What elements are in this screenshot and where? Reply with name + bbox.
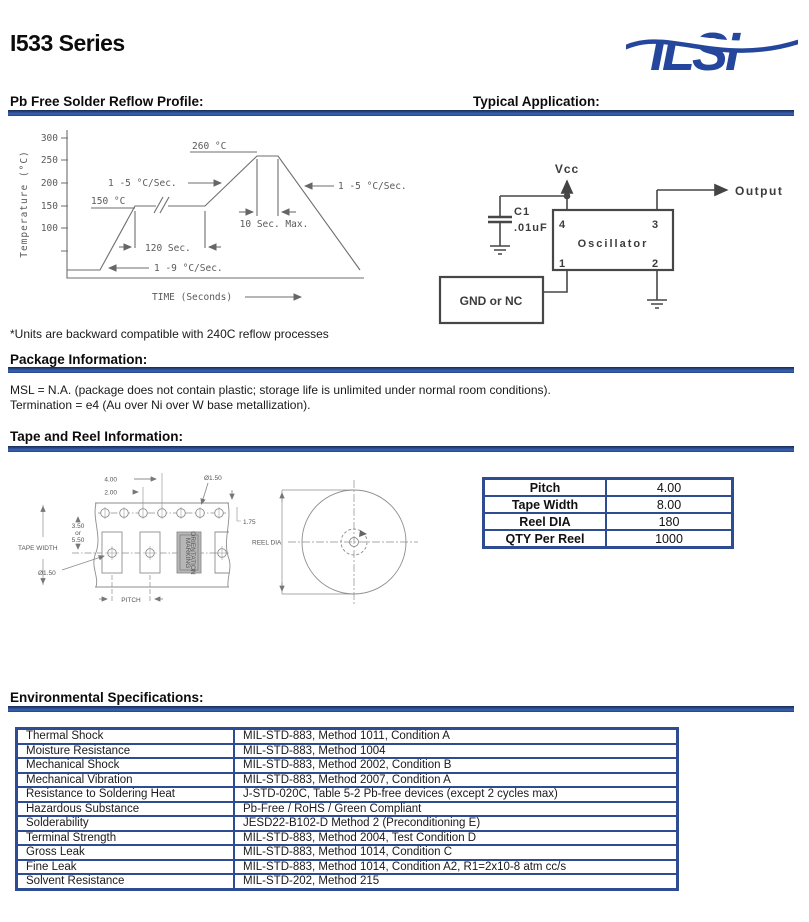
marking-orientation-line1: MARKING: [184, 537, 191, 569]
ramp2-rate-label: 1 -5 °C/Sec.: [108, 178, 177, 189]
cell-label: Solderability: [17, 816, 235, 831]
table-row: [17, 816, 678, 831]
tape-reel-drawing: [10, 462, 470, 622]
cell-label: Tape Width: [484, 496, 607, 513]
page-title: I533 Series: [10, 30, 125, 56]
cell-value: JESD22-B102-D Method 2 (Preconditioning E): [234, 816, 678, 831]
output-label: Output: [735, 184, 784, 198]
junction-dot: [564, 193, 571, 200]
table-row: [484, 530, 733, 548]
section-divider-bar: [8, 110, 794, 116]
pocket-dim-1: 3.50: [71, 523, 85, 530]
y-tick-200: 200: [40, 178, 58, 189]
table-row: [17, 773, 678, 788]
cell-label: Hazardous Substance: [17, 802, 235, 817]
section-divider-bar: [8, 446, 794, 452]
dim-2-label: 2.00: [104, 489, 117, 497]
tape-reel-table: [482, 477, 734, 549]
environmental-specs-table: [15, 727, 679, 891]
cell-value: MIL-STD-883, Method 2004, Test Condition D: [234, 831, 678, 846]
soak-time-label: 120 Sec.: [145, 243, 191, 254]
oscillator-label: Oscillator: [577, 238, 649, 250]
table-row: [484, 513, 733, 530]
tape-torn-left: [94, 503, 98, 587]
table-row: [484, 496, 733, 513]
peak-time-label: 10 Sec. Max.: [239, 219, 309, 230]
cell-label: Mechanical Shock: [17, 758, 235, 773]
pockets: [102, 532, 229, 573]
cell-value: 1000: [606, 530, 733, 548]
section-divider-bar: [8, 706, 794, 712]
edge-to-hole-label: 1.75: [243, 519, 256, 526]
table-row: [17, 787, 678, 802]
cell-value: MIL-STD-883, Method 1004: [234, 744, 678, 759]
cell-value: Pb-Free / RoHS / Green Compliant: [234, 802, 678, 817]
y-tick-300: 300: [40, 133, 58, 144]
heading-reflow-profile: Pb Free Solder Reflow Profile:: [10, 94, 204, 109]
cell-value: MIL-STD-202, Method 215: [234, 874, 678, 889]
pin2-label: 2: [652, 258, 659, 270]
heading-package-info: Package Information:: [10, 352, 148, 367]
cell-label: Reel DIA: [484, 513, 607, 530]
pin1-label: 1: [559, 258, 566, 270]
cell-label: QTY Per Reel: [484, 530, 607, 548]
table-row: [17, 729, 678, 744]
cell-label: Solvent Resistance: [17, 874, 235, 889]
cell-label: Terminal Strength: [17, 831, 235, 846]
heading-environmental: Environmental Specifications:: [10, 690, 204, 705]
capacitor-symbol: [488, 217, 512, 222]
profile-line: [67, 156, 360, 270]
y-tick-150: 150: [40, 201, 58, 212]
cap-ref-label: C1: [514, 206, 531, 218]
table-row: [17, 860, 678, 875]
pitch-label: PITCH: [121, 597, 141, 604]
cap-value-label: .01uF: [514, 222, 548, 234]
pocket-hole-leader: [62, 556, 104, 570]
pocket-hole-dia-label: Ø1.50: [38, 570, 56, 577]
y-tick-100: 100: [40, 223, 58, 234]
marking-orientation-line2: ORIENTATION: [189, 531, 196, 575]
section-divider-bar: [8, 367, 794, 373]
ground-symbol-pin2: [647, 300, 667, 308]
heading-tape-reel: Tape and Reel Information:: [10, 429, 184, 444]
ground-symbol-c1: [490, 246, 510, 254]
cell-value: MIL-STD-883, Method 1014, Condition C: [234, 845, 678, 860]
tape-torn-right: [226, 503, 230, 587]
hole-dia-leader: [202, 483, 209, 504]
pocket-dim-2: 5.50: [71, 537, 85, 544]
cell-label: Fine Leak: [17, 860, 235, 875]
y-tick-250: 250: [40, 155, 58, 166]
preheat-temp-label: 150 °C: [91, 196, 126, 207]
reel-dia-label: REEL DIA: [252, 539, 282, 547]
pocket-dim-or: or: [75, 530, 81, 537]
tape-width-label: TAPE WIDTH: [18, 545, 58, 552]
cell-value: MIL-STD-883, Method 1014, Condition A2, R1=2x10-8 atm cc/s: [234, 860, 678, 875]
termination-line: Termination = e4 (Au over Ni over W base metallization).: [10, 398, 311, 412]
cool-rate-label: 1 -5 °C/Sec.: [338, 181, 407, 192]
heading-typical-application: Typical Application:: [473, 94, 600, 109]
edge-dim-bracket: [237, 507, 241, 521]
vcc-label: Vcc: [554, 162, 580, 176]
table-row: [17, 758, 678, 773]
msl-line: MSL = N.A. (package does not contain plastic; storage life is unlimited under normal room conditions).: [10, 383, 551, 397]
cell-label: Moisture Resistance: [17, 744, 235, 759]
cell-value: MIL-STD-883, Method 1011, Condition A: [234, 729, 678, 744]
reflow-profile-chart: [12, 118, 432, 314]
ilsi-logo: [626, 10, 798, 86]
cell-label: Mechanical Vibration: [17, 773, 235, 788]
table-row: [17, 831, 678, 846]
gnd-nc-label: GND or NC: [459, 294, 523, 308]
y-axis-label: Temperature (°C): [19, 150, 30, 258]
typical-application-circuit: [430, 118, 809, 330]
table-row: [17, 874, 678, 889]
cell-value: 180: [606, 513, 733, 530]
cell-value: MIL-STD-883, Method 2002, Condition B: [234, 758, 678, 773]
x-axis-label: TIME (Seconds): [152, 292, 233, 303]
ramp1-rate-label: 1 -9 °C/Sec.: [154, 263, 223, 274]
table-row: [17, 802, 678, 817]
pin4-label: 4: [559, 219, 566, 231]
cell-label: Gross Leak: [17, 845, 235, 860]
table-row: [17, 845, 678, 860]
cell-label: Resistance to Soldering Heat: [17, 787, 235, 802]
hole-dia-label: Ø1.50: [204, 475, 222, 482]
cell-label: Thermal Shock: [17, 729, 235, 744]
compatibility-note: *Units are backward compatible with 240C reflow processes: [10, 327, 329, 341]
cell-label: Pitch: [484, 479, 607, 497]
peak-temp-label: 260 °C: [192, 141, 227, 152]
table-row: [17, 744, 678, 759]
cell-value: 8.00: [606, 496, 733, 513]
dim-4-label: 4.00: [104, 476, 117, 484]
cell-value: 4.00: [606, 479, 733, 497]
duration-marker-lines: [135, 159, 278, 248]
cell-value: MIL-STD-883, Method 2007, Condition A: [234, 773, 678, 788]
cell-value: J-STD-020C, Table 5-2 Pb-free devices (except 2 cycles max): [234, 787, 678, 802]
pin3-label: 3: [652, 219, 659, 231]
table-row: [484, 479, 733, 497]
pin1-wire: [543, 270, 567, 292]
logo-text: ILSI: [650, 22, 738, 82]
